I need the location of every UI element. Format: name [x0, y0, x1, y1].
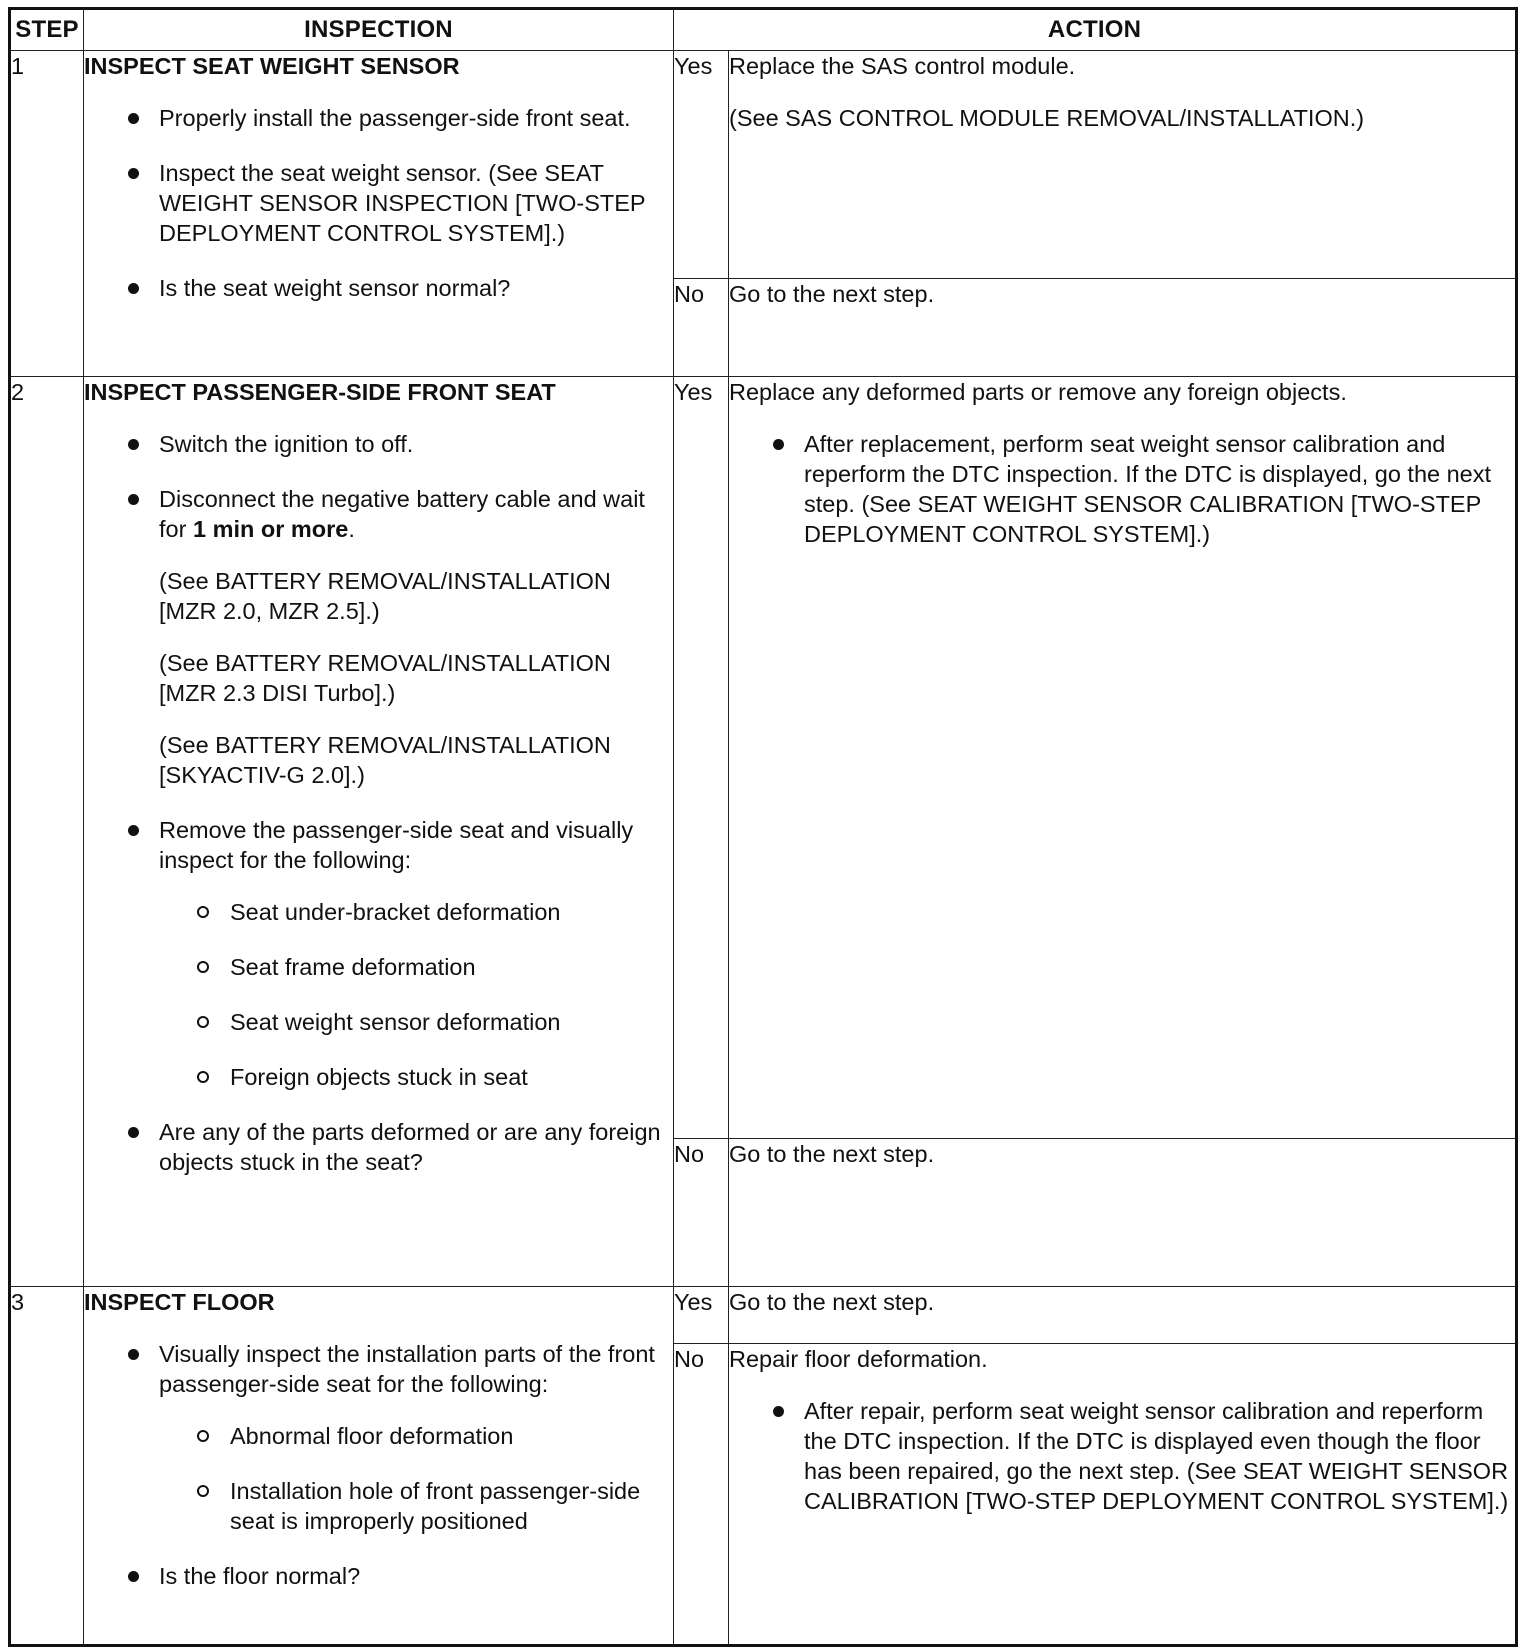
no-action: Go to the next step. — [729, 1139, 1517, 1287]
bullet-text: Remove the passenger-side seat and visually inspect for the following: — [159, 817, 634, 873]
yes-action — [729, 377, 1517, 1139]
yes-label: Yes — [674, 377, 729, 1139]
bullet-item: After replacement, perform seat weight sensor calibration and reperform the DTC inspection. If the DTC is displayed, go the next step. (See SEAT WEIGHT SENSOR CALIBRATION [TWO-STEP DEPLOYMENT CONTROL SYSTEM].) — [804, 429, 1515, 549]
bullet-item: Switch the ignition to off. — [159, 429, 673, 459]
bullet-text: Disconnect the negative battery cable and wait for — [159, 486, 645, 542]
no-label: No — [674, 279, 729, 377]
bullet-text: Visually inspect the installation parts of the front passenger-side seat for the following: — [159, 1341, 655, 1397]
step-1-yes-row — [10, 51, 1517, 279]
step-3-yes-row — [10, 1287, 1517, 1344]
header-inspection: INSPECTION — [84, 9, 674, 51]
battery-reference: (See BATTERY REMOVAL/INSTALLATION [MZR 2.0, MZR 2.5].) — [159, 568, 611, 624]
bullet-text-end: . — [348, 516, 355, 542]
sub-bullet-item: Abnormal floor deformation — [230, 1421, 673, 1451]
no-label: No — [674, 1344, 729, 1646]
step-number: 3 — [10, 1287, 84, 1646]
header-row — [10, 9, 1517, 51]
bullet-item: After repair, perform seat weight sensor calibration and reperform the DTC inspection. If the DTC is displayed even though the floor has been repaired, go the next step. (See SEAT WEIGHT SENSOR CALIBRATION [TWO-STEP DEPLOYMENT CONTROL SYSTEM].) — [804, 1396, 1515, 1516]
sub-bullet-item: Installation hole of front passenger-side seat is improperly positioned — [230, 1476, 673, 1536]
step-number: 1 — [10, 51, 84, 377]
action-text: Repair floor deformation. — [729, 1346, 988, 1372]
wait-time: 1 min or more — [192, 516, 349, 542]
bullet-item — [159, 484, 673, 790]
sub-bullets — [159, 897, 673, 1092]
bullet-item — [159, 1339, 673, 1536]
bullet-item: Is the seat weight sensor normal? — [159, 273, 673, 303]
step-1-inspection — [84, 51, 674, 377]
bullet-item: Are any of the parts deformed or are any foreign objects stuck in the seat? — [159, 1117, 673, 1177]
inspection-bullets — [84, 1339, 673, 1591]
sub-bullet-item: Seat weight sensor deformation — [230, 1007, 673, 1037]
sub-bullets — [159, 1421, 673, 1536]
diagnostic-procedure-table — [8, 7, 1518, 1647]
step-title: INSPECT SEAT WEIGHT SENSOR — [84, 53, 460, 79]
step-title: INSPECT PASSENGER-SIDE FRONT SEAT — [84, 379, 556, 405]
step-2-inspection — [84, 377, 674, 1287]
yes-label: Yes — [674, 1287, 729, 1344]
yes-action — [729, 51, 1517, 279]
step-number: 2 — [10, 377, 84, 1287]
action-bullets — [729, 1396, 1515, 1516]
sub-bullet-item: Foreign objects stuck in seat — [230, 1062, 673, 1092]
bullet-item: Inspect the seat weight sensor. (See SEAT WEIGHT SENSOR INSPECTION [TWO-STEP DEPLOYMENT CONTROL SYSTEM].) — [159, 158, 673, 248]
inspection-bullets — [84, 103, 673, 303]
bullet-item — [159, 815, 673, 1092]
step-2-yes-row — [10, 377, 1517, 1139]
step-title: INSPECT FLOOR — [84, 1289, 275, 1315]
no-action — [729, 1344, 1517, 1646]
bullet-item: Is the floor normal? — [159, 1561, 673, 1591]
header-step: STEP — [10, 9, 84, 51]
battery-reference: (See BATTERY REMOVAL/INSTALLATION [SKYACTIV-G 2.0].) — [159, 732, 611, 788]
step-3-inspection — [84, 1287, 674, 1646]
inspection-bullets — [84, 429, 673, 1177]
action-text: Replace any deformed parts or remove any foreign objects. — [729, 379, 1347, 405]
yes-label: Yes — [674, 51, 729, 279]
action-bullets — [729, 429, 1515, 549]
sub-bullet-item: Seat under-bracket deformation — [230, 897, 673, 927]
sub-bullet-item: Seat frame deformation — [230, 952, 673, 982]
header-action: ACTION — [674, 9, 1517, 51]
bullet-item: Properly install the passenger-side front seat. — [159, 103, 673, 133]
yes-action: Go to the next step. — [729, 1287, 1517, 1344]
action-text: Replace the SAS control module. — [729, 53, 1076, 79]
no-label: No — [674, 1139, 729, 1287]
action-reference: (See SAS CONTROL MODULE REMOVAL/INSTALLATION.) — [729, 105, 1365, 131]
battery-reference: (See BATTERY REMOVAL/INSTALLATION [MZR 2.3 DISI Turbo].) — [159, 650, 611, 706]
no-action: Go to the next step. — [729, 279, 1517, 377]
